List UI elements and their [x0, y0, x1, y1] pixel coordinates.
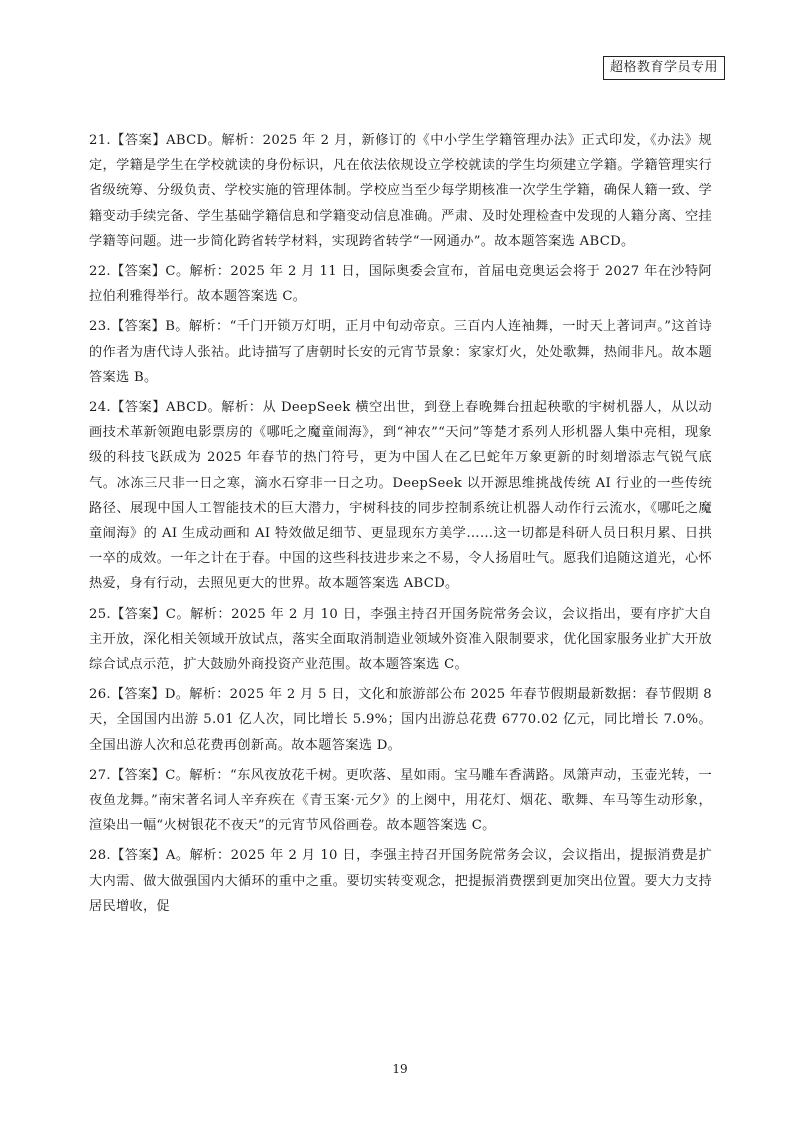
- question-number: 28.: [89, 848, 111, 864]
- question-number: 22.: [89, 264, 111, 280]
- answer-paragraph: [89, 682, 712, 758]
- question-number: 27.: [89, 767, 111, 783]
- answer-text: 【答案】ABCD。解析：从 DeepSeek 横空出世，到登上春晚舞台扭起秧歌的宇树机器人，从以动画技术革新领跑电影票房的《哪吒之魔童闹海》，到“神农”“天问”等楚才系列人形机器人集中亮相，现象级的科技飞跃成为 2025 年春节的热门符号，更为中国人在乙巳蛇年万象更新的时刻增添志气锐气底气。冰冻三尺非一日之寒，滴水石穿非一日之功。DeepSeek 以开源思维挑战传统 AI 行业的一些传统路径、展现中国人工智能技术的巨大潜力，宇树科技的同步控制系统让机器人动作行云流水，《哪吒之魔童闹海》的 AI 生成动画和 AI 特效做足细节、更显现东方美学……这一切都是科研人员日积月累、日拱一卒的成效。一年之计在于春。中国的这些科技进步来之不易，令人扬眉吐气。愿我们追随这道光，心怀热爱，身有行动，去照见更大的世界。故本题答案选 ABCD。: [89, 400, 712, 592]
- answer-paragraph: [89, 259, 712, 309]
- answer-paragraph: [89, 395, 712, 597]
- question-number: 25.: [89, 606, 111, 622]
- header-tag: 超格教育学员专用: [603, 56, 725, 80]
- question-number: 26.: [89, 687, 111, 703]
- page-number: 19: [392, 1062, 408, 1076]
- answer-text: 【答案】C。解析：2025 年 2 月 11 日，国际奥委会宣布，首届电竞奥运会将于 2027 年在沙特阿拉伯利雅得举行。故本题答案选 C。: [89, 264, 712, 305]
- answer-text: 【答案】ABCD。解析：2025 年 2 月，新修订的《中小学生学籍管理办法》正式印发，《办法》规定，学籍是学生在学校就读的身份标识，凡在依法依规设立学校就读的学生均须建立学籍。学籍管理实行省级统筹、分级负责、学校实施的管理体制。学校应当至少每学期核准一次学生学籍，确保人籍一致、学籍变动手续完备、学生基础学籍信息和学籍变动信息准确。严肃、及时处理检查中发现的人籍分离、空挂学籍等问题。进一步简化跨省转学材料，实现跨省转学“一网通办”。故本题答案选 ABCD。: [89, 133, 712, 249]
- answer-paragraph: [89, 763, 712, 839]
- answer-paragraph: [89, 314, 712, 390]
- question-number: 23.: [89, 319, 111, 335]
- question-number: 24.: [89, 400, 111, 416]
- answer-paragraph: [89, 128, 712, 254]
- question-number: 21.: [89, 133, 111, 148]
- answer-text: 【答案】C。解析：“东风夜放花千树。更吹落、星如雨。宝马雕车香满路。凤箫声动，玉壶光转，一夜鱼龙舞。”南宋著名词人辛弃疾在《青玉案·元夕》的上阕中，用花灯、烟花、歌舞、车马等生动形象，渲染出一幅“火树银花不夜天”的元宵节风俗画卷。故本题答案选 C。: [89, 767, 712, 834]
- answer-text: 【答案】C。解析：2025 年 2 月 10 日，李强主持召开国务院常务会议，会议指出，要有序扩大自主开放，深化相关领域开放试点，落实全面取消制造业领域外资准入限制要求，优化国家服务业扩大开放综合试点示范，扩大鼓励外商投资产业范围。故本题答案选 C。: [89, 606, 712, 673]
- answer-paragraph: [89, 843, 712, 919]
- answer-text: 【答案】D。解析：2025 年 2 月 5 日，文化和旅游部公布 2025 年春节假期最新数据：春节假期 8 天，全国国内出游 5.01 亿人次，同比增长 5.9%；国内出游总花费 6770.02 亿元，同比增长 7.0%。全国出游人次和总花费再创新高。故本题答案选 D。: [89, 687, 712, 753]
- answer-list: [89, 128, 712, 924]
- answer-text: 【答案】A。解析：2025 年 2 月 10 日，李强主持召开国务院常务会议，会议指出，提振消费是扩大内需、做大做强国内大循环的重中之重。要切实转变观念，把提振消费摆到更加突出位置。要大力支持居民增收，促: [89, 848, 712, 914]
- answer-text: 【答案】B。解析：“千门开锁万灯明，正月中旬动帝京。三百内人连袖舞，一时天上著词声。”这首诗的作者为唐代诗人张祜。此诗描写了唐朝时长安的元宵节景象：家家灯火，处处歌舞，热闹非凡。故本题答案选 B。: [89, 319, 712, 385]
- answer-paragraph: [89, 602, 712, 678]
